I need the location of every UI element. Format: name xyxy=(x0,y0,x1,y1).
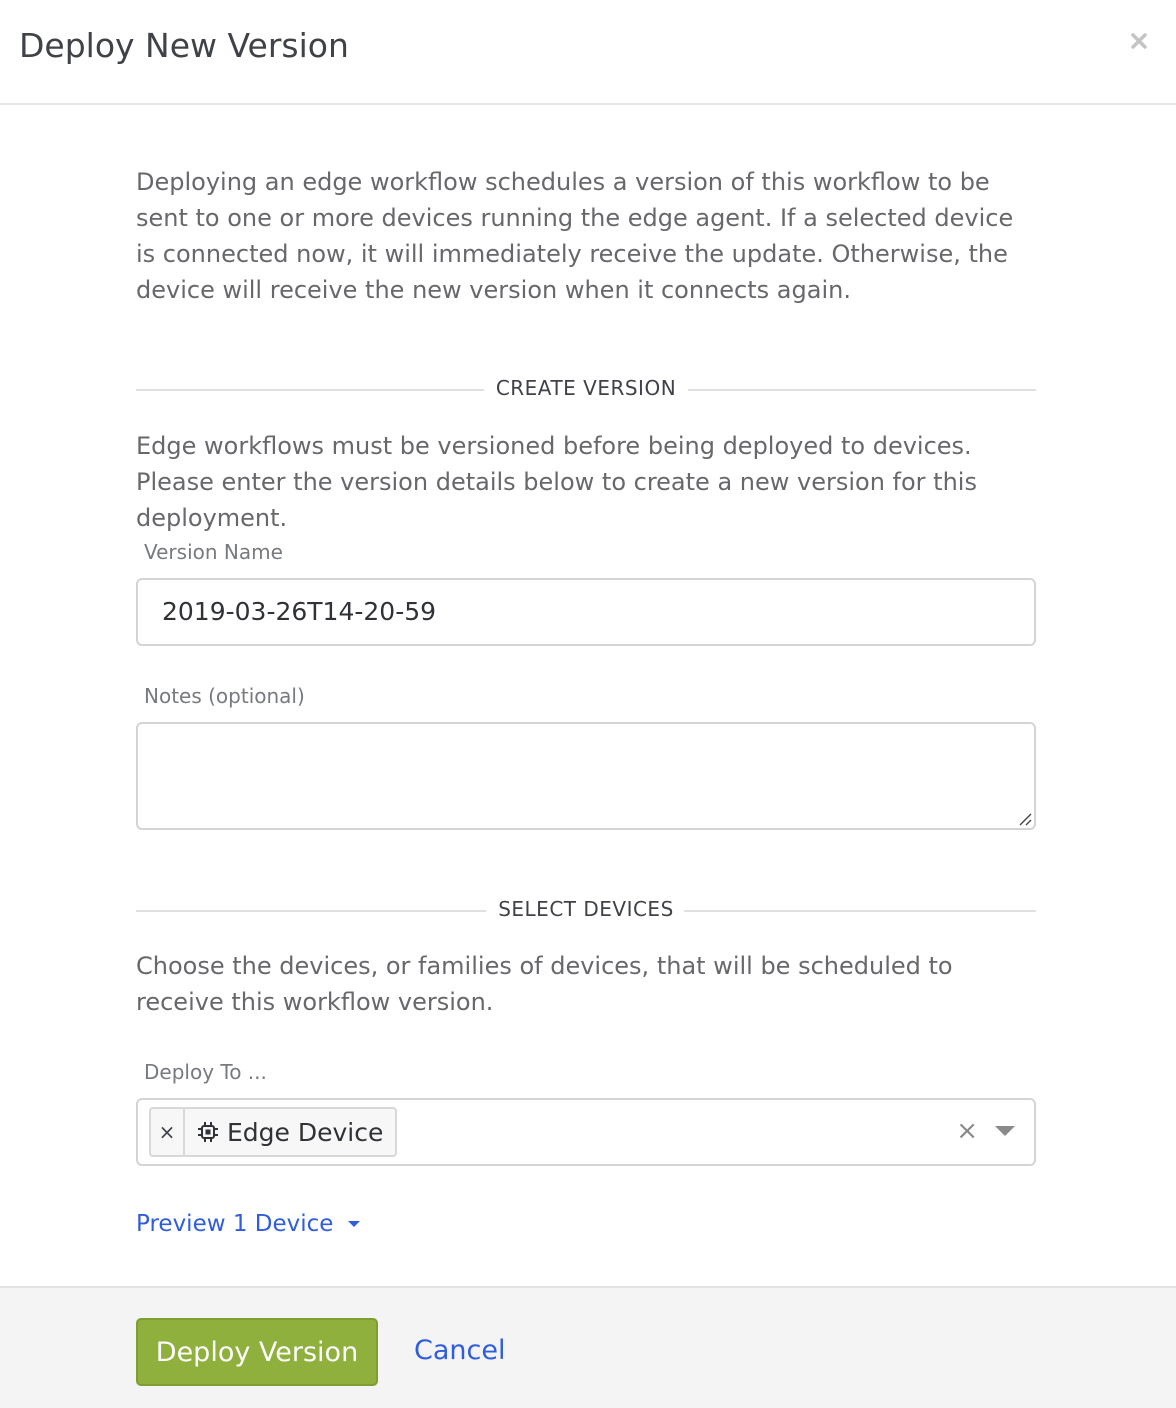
deploy-version-button[interactable]: Deploy Version xyxy=(136,1318,378,1386)
close-icon[interactable] xyxy=(1124,26,1154,56)
version-name-value: 2019-03-26T14-20-59 xyxy=(162,597,437,626)
dialog-title: Deploy New Version xyxy=(19,26,349,65)
select-devices-divider xyxy=(136,895,1036,925)
cancel-link[interactable]: Cancel xyxy=(414,1335,506,1366)
deploy-to-label: Deploy To ... xyxy=(144,1060,267,1084)
select-devices-description: Choose the devices, or families of devices, that will be scheduled to receive this workflow version. xyxy=(136,952,953,1016)
create-version-description: Edge workflows must be versioned before being deployed to devices. Please enter the version details below to create a new version for this deployment. xyxy=(136,432,977,532)
notes-label: Notes (optional) xyxy=(144,684,305,708)
version-name-label: Version Name xyxy=(144,540,283,564)
selected-device-label: Edge Device xyxy=(227,1117,384,1147)
selected-device-chip xyxy=(149,1107,397,1157)
resize-grip-icon[interactable] xyxy=(1016,810,1032,826)
dialog-footer xyxy=(0,1286,1176,1408)
chip-icon xyxy=(197,1121,219,1143)
select-devices-heading: SELECT DEVICES xyxy=(498,897,674,921)
chip-remove-button[interactable]: × xyxy=(151,1109,185,1155)
preview-devices-link[interactable] xyxy=(136,1211,361,1237)
clear-all-button[interactable]: × xyxy=(956,1116,978,1146)
preview-devices-label: Preview 1 Device xyxy=(136,1211,334,1237)
notes-textarea[interactable] xyxy=(136,722,1036,830)
version-name-input[interactable] xyxy=(136,578,1036,646)
dialog-header xyxy=(0,0,1176,105)
caret-down-icon xyxy=(347,1219,361,1229)
create-version-divider xyxy=(136,374,1036,404)
intro-text: Deploying an edge workflow schedules a version of this workflow to be sent to one or more devices running the edge agent. If a selected device is connected now, it will immediately receive the update. Otherwise, the device will receive the new version when it connects again. xyxy=(136,168,1014,304)
deploy-to-select[interactable] xyxy=(136,1098,1036,1166)
create-version-heading: CREATE VERSION xyxy=(495,376,677,400)
chevron-down-icon[interactable] xyxy=(994,1124,1016,1138)
